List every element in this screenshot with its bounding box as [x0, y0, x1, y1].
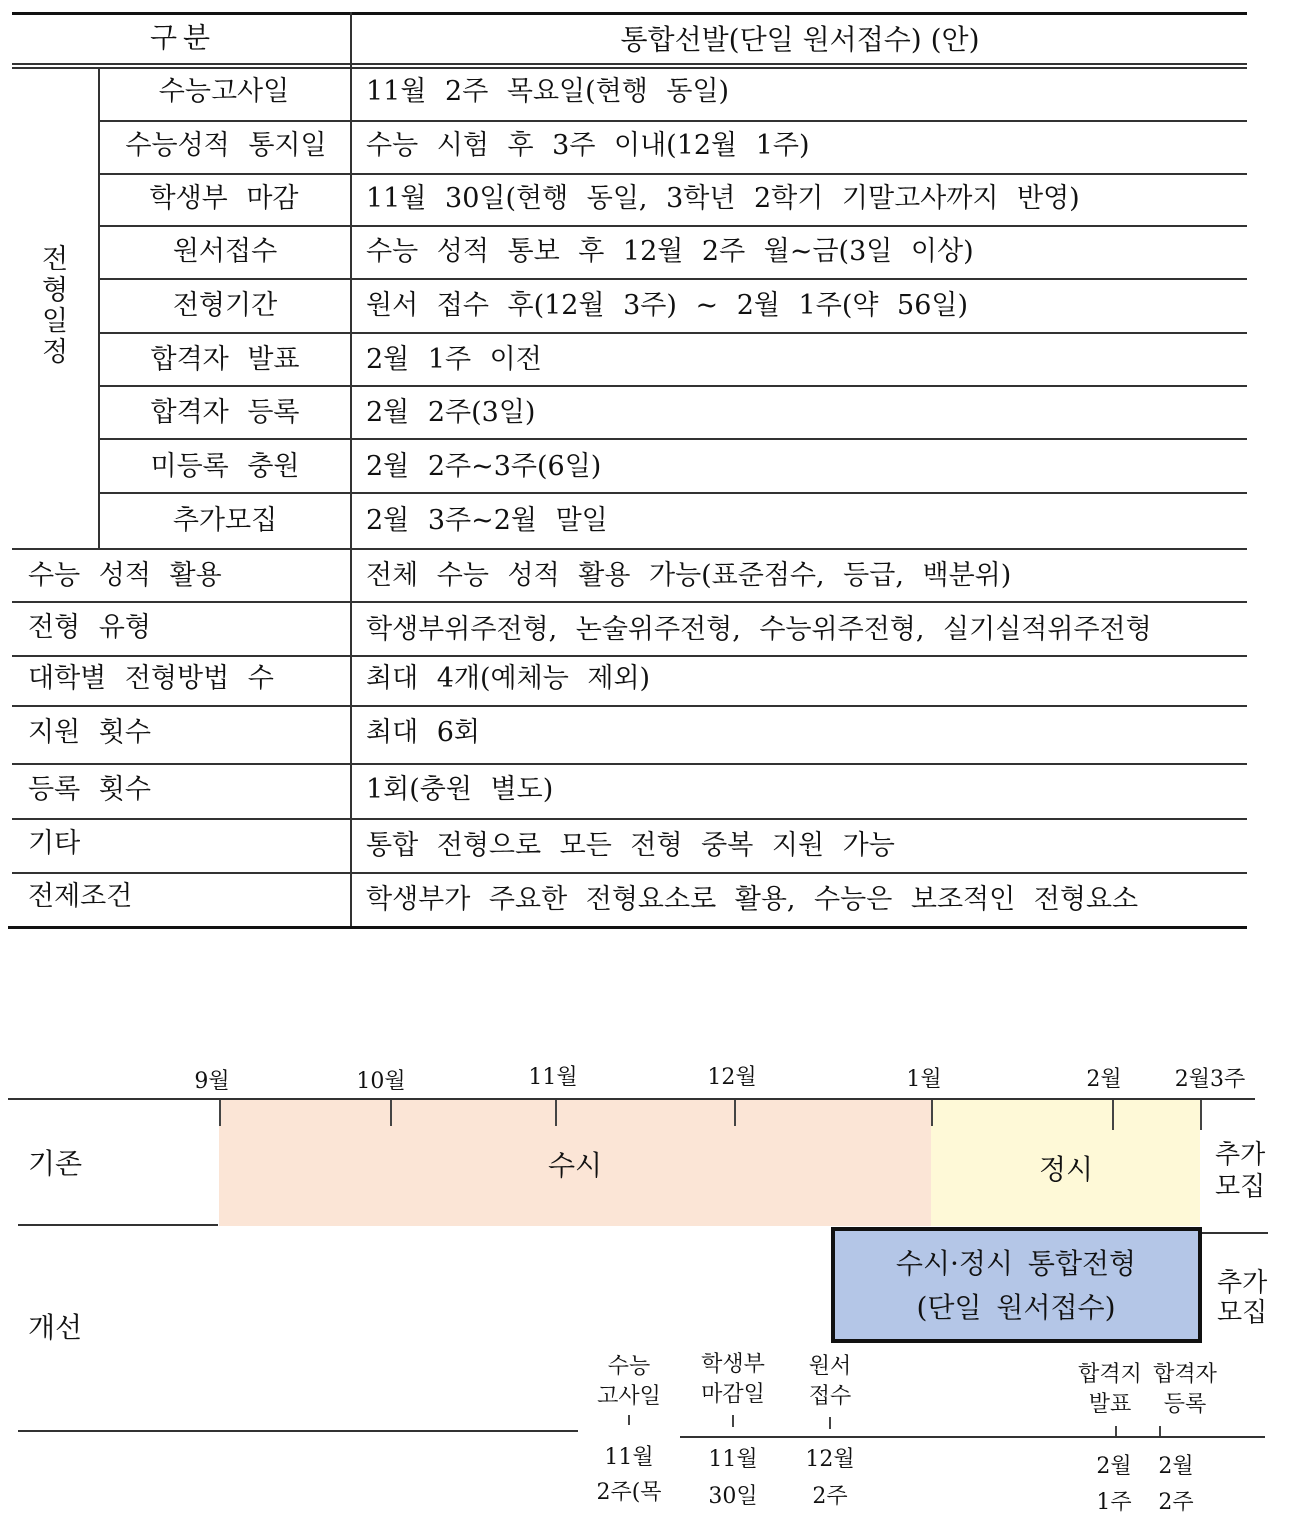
jeongsi-label: 정시	[1038, 1153, 1094, 1186]
month-tick	[1112, 1100, 1114, 1130]
month-label: 2월	[1086, 1067, 1122, 1092]
milestone-date: 2월	[1158, 1454, 1194, 1479]
group-divider	[98, 67, 100, 548]
row-divider	[98, 120, 1247, 122]
milestone-label: 발표	[1088, 1392, 1132, 1417]
row-label: 미등록 충원	[150, 451, 300, 482]
row-label: 기타	[28, 828, 81, 859]
row-value: 학생부가 주요한 전형요소로 활용, 수능은 보조적인 전형요소	[366, 884, 1139, 915]
milestone-tick	[732, 1415, 734, 1427]
milestone-label: 합격자	[1153, 1362, 1217, 1387]
row-value: 11월 2주 목요일(현행 동일)	[366, 76, 730, 107]
row-value: 통합 전형으로 모든 전형 중복 지원 가능	[366, 830, 895, 861]
row-label: 추가모집	[172, 505, 278, 536]
row-divider	[12, 763, 1247, 765]
header-bottom-border-double	[12, 67, 1247, 69]
row-divider	[98, 225, 1247, 227]
milestone-date: 12월	[805, 1447, 855, 1472]
row-separator	[18, 1224, 218, 1226]
row-divider	[98, 173, 1247, 175]
row-divider	[12, 655, 1247, 657]
row-label: 수능 성적 활용	[28, 560, 222, 591]
month-tick	[555, 1100, 557, 1126]
column-divider	[350, 12, 352, 926]
row-label: 대학별 전형방법 수	[28, 663, 274, 694]
milestone-label: 마감일	[701, 1382, 765, 1407]
row-label: 수능고사일	[158, 76, 290, 107]
milestone-date: 2주(목	[596, 1480, 662, 1505]
month-label: 12월	[707, 1065, 757, 1090]
row-value: 2월 3주~2월 말일	[366, 505, 608, 536]
milestone-date: 2주	[812, 1484, 848, 1509]
milestone-label: 원서	[808, 1354, 852, 1379]
extra-recruit-label: 추가	[1217, 1268, 1268, 1298]
milestone-date: 2주	[1158, 1490, 1194, 1515]
integrated-bar	[831, 1227, 1202, 1343]
milestone-date: 2월	[1096, 1454, 1132, 1479]
milestone-date: 1주	[1096, 1490, 1132, 1515]
header-col2: 통합선발(단일 원서접수) (안)	[620, 23, 980, 56]
milestone-label: 학생부	[701, 1352, 765, 1377]
milestone-date: 30일	[708, 1484, 758, 1509]
row-label: 전제조건	[28, 881, 133, 912]
row-value: 최대 4개(예체능 제외)	[366, 663, 651, 694]
row-label: 전형기간	[172, 290, 278, 321]
row-label: 합격자 발표	[150, 344, 300, 375]
row-value: 학생부위주전형, 논술위주전형, 수능위주전형, 실기실적위주전형	[366, 614, 1152, 645]
row-divider	[98, 385, 1247, 387]
row-divider	[12, 548, 1247, 550]
milestone-tick	[1159, 1426, 1161, 1436]
milestone-label: 등록	[1163, 1392, 1207, 1417]
row-divider	[12, 872, 1247, 874]
extra-recruit-label: 모집	[1217, 1298, 1268, 1328]
month-label: 10월	[356, 1069, 406, 1094]
month-tick	[931, 1100, 933, 1126]
integrated-label: 수시·정시 통합전형	[895, 1247, 1137, 1280]
row-separator	[1200, 1232, 1268, 1234]
row-divider	[12, 705, 1247, 707]
row-value: 11월 30일(현행 동일, 3학년 2학기 기말고사까지 반영)	[366, 183, 1080, 214]
row-value: 수능 성적 통보 후 12월 2주 월~금(3일 이상)	[366, 236, 974, 267]
milestone-tick	[628, 1415, 630, 1425]
milestone-date: 11월	[708, 1447, 758, 1472]
milestone-label: 합격지	[1078, 1362, 1142, 1387]
milestone-tick	[1115, 1426, 1117, 1436]
row-value: 수능 시험 후 3주 이내(12월 1주)	[366, 130, 810, 161]
month-tick	[734, 1100, 736, 1126]
row-divider	[98, 492, 1247, 494]
row-value: 2월 1주 이전	[366, 344, 542, 375]
month-tick	[1200, 1100, 1202, 1130]
row-value: 1회(충원 별도)	[366, 774, 554, 805]
table-top-border	[12, 12, 1247, 15]
row-divider	[12, 601, 1247, 603]
month-label: 1월	[906, 1067, 942, 1092]
row-label: 전형 유형	[28, 612, 151, 643]
bottom-axis	[680, 1436, 1265, 1438]
row-value: 최대 6회	[366, 717, 481, 748]
header-bottom-border	[12, 63, 1247, 65]
row-label: 지원 횟수	[28, 717, 151, 748]
table-bottom-border	[8, 926, 1247, 929]
month-label: 11월	[528, 1065, 578, 1090]
header-col1: 구분	[149, 21, 217, 54]
row-divider	[98, 332, 1247, 334]
row-value: 2월 2주~3주(6일)	[366, 451, 602, 482]
group-label-schedule: 전형일정	[41, 244, 69, 368]
milestone-label: 수능	[607, 1354, 651, 1379]
extra-recruit-label: 모집	[1215, 1172, 1266, 1202]
month-tick	[219, 1100, 221, 1126]
milestone-label: 고사일	[597, 1384, 661, 1409]
extra-recruit-label: 추가	[1215, 1140, 1266, 1170]
integrated-sublabel: (단일 원서접수)	[916, 1291, 1116, 1324]
row-divider	[12, 818, 1247, 820]
month-label: 9월	[194, 1069, 230, 1094]
milestone-tick	[829, 1417, 831, 1429]
row-label: 수능성적 통지일	[125, 130, 327, 161]
row-label-existing: 기존	[28, 1147, 83, 1180]
row-value: 2월 2주(3일)	[366, 397, 536, 428]
bottom-axis	[18, 1430, 578, 1432]
row-label-improved: 개선	[28, 1311, 83, 1344]
milestone-label: 접수	[808, 1384, 852, 1409]
month-label: 2월3주	[1174, 1067, 1246, 1092]
row-label: 원서접수	[172, 236, 278, 267]
milestone-date: 11월	[604, 1445, 654, 1470]
row-value: 전체 수능 성적 활용 가능(표준점수, 등급, 백분위)	[366, 560, 1012, 591]
row-label: 등록 횟수	[28, 774, 151, 805]
row-divider	[98, 278, 1247, 280]
row-value: 원서 접수 후(12월 3주) ~ 2월 1주(약 56일)	[366, 290, 968, 321]
row-label: 학생부 마감	[149, 183, 299, 214]
row-divider	[98, 438, 1247, 440]
month-tick	[390, 1100, 392, 1126]
row-label: 합격자 등록	[150, 397, 300, 428]
susi-label: 수시	[547, 1149, 603, 1182]
